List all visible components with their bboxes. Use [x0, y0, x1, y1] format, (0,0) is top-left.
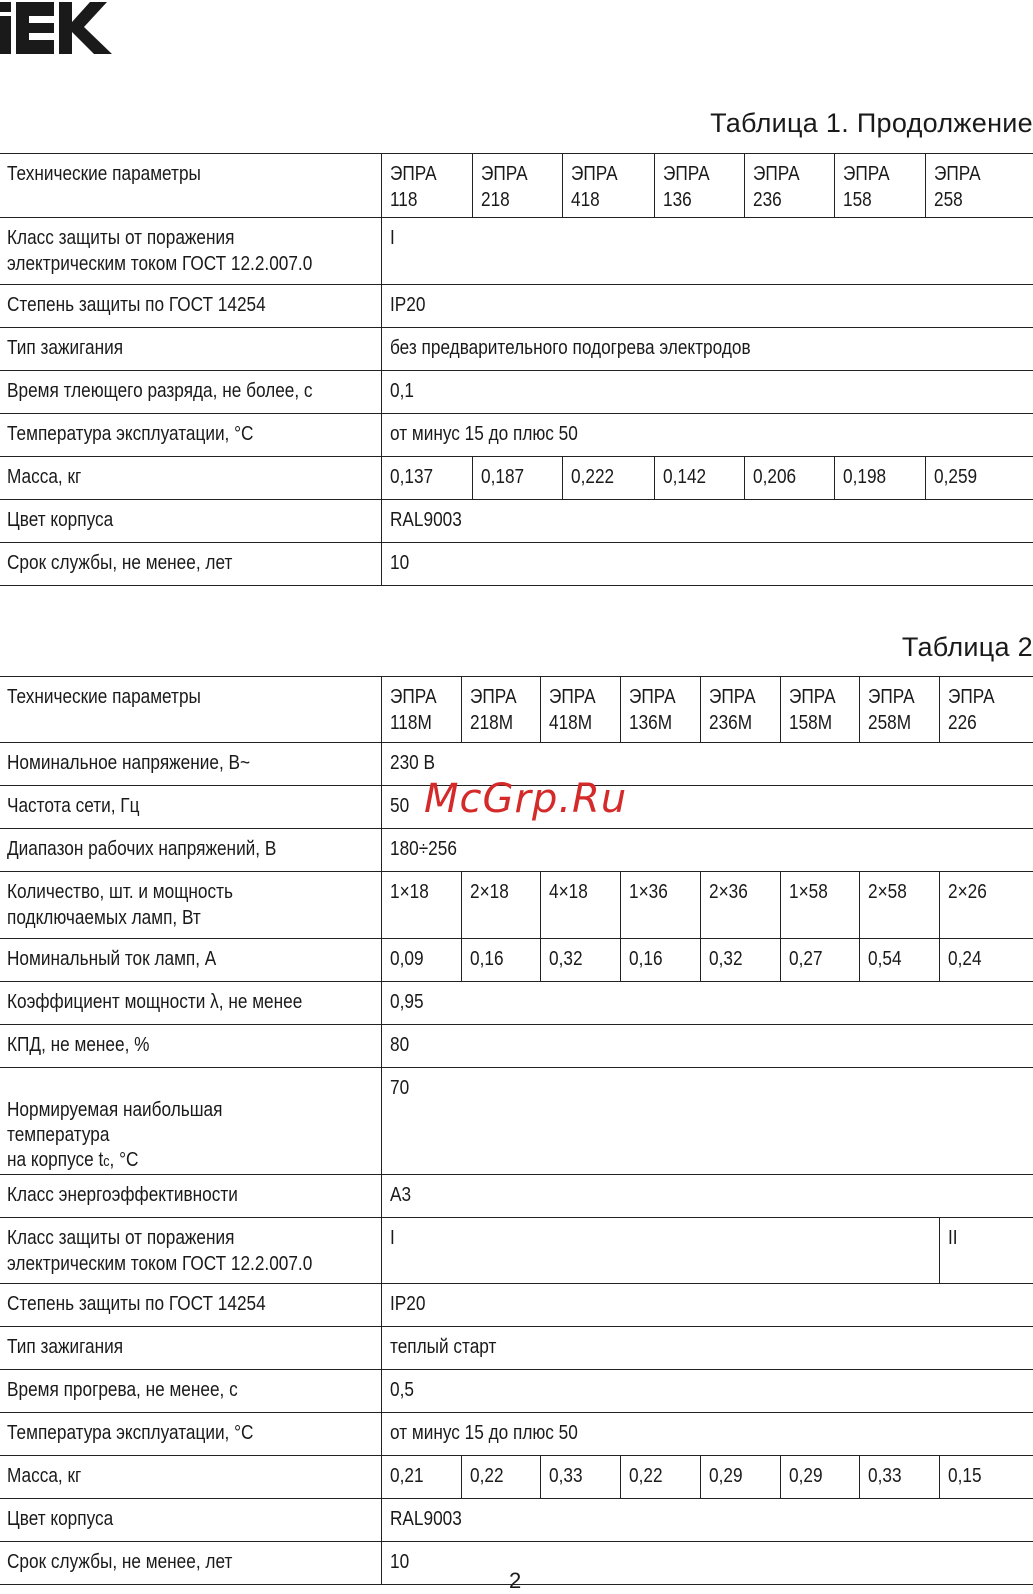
table1-header-row [0, 154, 1033, 218]
table-row [0, 1068, 1033, 1175]
row-label: Масса, кг [7, 1464, 82, 1487]
model-header: ЭПРА 418 [570, 162, 618, 211]
model-header: ЭПРА 118М [389, 685, 437, 734]
table2-header-row [0, 677, 1033, 743]
current-value: 0,16 [469, 947, 504, 970]
row-value: 70 [389, 1076, 409, 1099]
lamps-value: 2×18 [469, 880, 509, 903]
row-value: I [389, 226, 395, 249]
row-value: RAL9003 [389, 1507, 462, 1530]
row-value: I [389, 1226, 395, 1249]
mass-value: 0,22 [469, 1464, 504, 1487]
row-label: Температура эксплуатации, °С [7, 1421, 254, 1444]
page-number: 2 [509, 1568, 522, 1593]
model-header: ЭПРА 218 [480, 162, 528, 211]
mass-value: 0,187 [480, 465, 524, 488]
model-header: ЭПРА 218М [469, 685, 517, 734]
watermark: McGrp.Ru [424, 776, 628, 822]
row-value: 10 [389, 551, 409, 574]
tc-label-sub: c [103, 1153, 110, 1170]
row-value: 0,95 [389, 990, 424, 1013]
mass-value: 0,142 [662, 465, 706, 488]
table-row [0, 500, 1033, 543]
row-value-last: II [947, 1226, 958, 1249]
row-label: Время тлеющего разряда, не более, с [7, 379, 313, 402]
table-row [0, 1025, 1033, 1068]
mass-value: 0,22 [628, 1464, 663, 1487]
table2-caption: Таблица 2 [901, 632, 1033, 662]
table-row [0, 1499, 1033, 1542]
row-value: RAL9003 [389, 508, 462, 531]
row-label: Масса, кг [7, 465, 82, 488]
current-value: 0,32 [548, 947, 583, 970]
row-label: Тип зажигания [7, 1335, 124, 1358]
mass-value: 0,259 [933, 465, 977, 488]
model-header: ЭПРА 258М [867, 685, 915, 734]
row-value: IP20 [389, 1292, 425, 1315]
model-header: ЭПРА 136 [662, 162, 710, 211]
tc-label-line2: на корпусе t [7, 1148, 104, 1171]
model-header: ЭПРА 158М [788, 685, 836, 734]
row-label: Частота сети, Гц [7, 794, 140, 817]
lamps-value: 2×36 [708, 880, 748, 903]
header-param: Технические параметры [7, 685, 201, 708]
tc-label-unit: , °С [109, 1148, 139, 1171]
row-label: Класс защиты от поражения электрическим током ГОСТ 12.2.007.0 [7, 1226, 313, 1275]
model-header: ЭПРА 136М [628, 685, 676, 734]
lamps-value: 2×58 [867, 880, 907, 903]
row-value: от минус 15 до плюс 50 [389, 422, 578, 445]
row-value: от минус 15 до плюс 50 [389, 1421, 578, 1444]
row-label [7, 1097, 314, 1174]
row-label: Температура эксплуатации, °С [7, 422, 254, 445]
lamps-value: 1×18 [389, 880, 429, 903]
table-row [0, 543, 1033, 586]
header-param: Технические параметры [7, 162, 201, 185]
lamps-value: 1×36 [628, 880, 668, 903]
row-value: 0,1 [389, 379, 414, 402]
mass-value: 0,29 [708, 1464, 743, 1487]
row-value: 180÷256 [389, 837, 457, 860]
row-label: Срок службы, не менее, лет [7, 1550, 233, 1573]
row-value: 10 [389, 1550, 409, 1573]
model-header: ЭПРА 258 [933, 162, 981, 211]
table-row [0, 1175, 1033, 1218]
model-header: ЭПРА 236М [708, 685, 756, 734]
model-header: ЭПРА 236 [752, 162, 800, 211]
table-row [0, 457, 1033, 500]
table-row [0, 1218, 1033, 1284]
row-label: Номинальный ток ламп, А [7, 947, 217, 970]
table-row [0, 218, 1033, 285]
mass-value: 0,137 [389, 465, 433, 488]
iek-logo [0, 2, 115, 54]
current-value: 0,54 [867, 947, 902, 970]
row-label: Номинальное напряжение, В~ [7, 751, 251, 774]
mass-value: 0,206 [752, 465, 796, 488]
table-row [0, 285, 1033, 328]
current-value: 0,24 [947, 947, 982, 970]
mass-value: 0,21 [389, 1464, 424, 1487]
mass-value: 0,33 [548, 1464, 583, 1487]
tc-label-line1: Нормируемая наибольшая температура [7, 1098, 223, 1146]
row-label: Тип зажигания [7, 336, 124, 359]
model-header: ЭПРА 418М [548, 685, 596, 734]
model-header: ЭПРА 226 [947, 685, 995, 734]
table-row [0, 328, 1033, 371]
table1-caption: Таблица 1. Продолжение [710, 108, 1033, 138]
table-row [0, 982, 1033, 1025]
row-label: Степень защиты по ГОСТ 14254 [7, 1292, 266, 1315]
table1 [0, 153, 1033, 586]
row-label: Коэффициент мощности λ, не менее [7, 990, 303, 1013]
model-header: ЭПРА 158 [842, 162, 890, 211]
mass-value: 0,222 [570, 465, 614, 488]
row-label: Цвет корпуса [7, 508, 114, 531]
row-label: Срок службы, не менее, лет [7, 551, 233, 574]
row-label: КПД, не менее, % [7, 1033, 150, 1056]
table-row [0, 1284, 1033, 1327]
row-label: Диапазон рабочих напряжений, В [7, 837, 277, 860]
mass-value: 0,198 [842, 465, 886, 488]
row-value: IP20 [389, 293, 425, 316]
row-value: А3 [389, 1183, 411, 1206]
lamps-value: 4×18 [548, 880, 588, 903]
table-row [0, 1370, 1033, 1413]
row-label: Степень защиты по ГОСТ 14254 [7, 293, 266, 316]
mass-value: 0,33 [867, 1464, 902, 1487]
table-row [0, 1456, 1033, 1499]
lamps-value: 2×26 [947, 880, 987, 903]
row-value: без предварительного подогрева электродов [389, 336, 751, 359]
current-value: 0,09 [389, 947, 424, 970]
table-row [0, 1327, 1033, 1370]
current-value: 0,16 [628, 947, 663, 970]
mass-value: 0,29 [788, 1464, 823, 1487]
table-row [0, 371, 1033, 414]
row-label: Количество, шт. и мощность подключаемых ламп, Вт [7, 880, 233, 929]
table-row [0, 1413, 1033, 1456]
lamps-value: 1×58 [788, 880, 828, 903]
model-header: ЭПРА 118 [389, 162, 437, 211]
row-value: 0,5 [389, 1378, 414, 1401]
table-row [0, 414, 1033, 457]
table-row [0, 829, 1033, 872]
row-label: Класс защиты от поражения электрическим током ГОСТ 12.2.007.0 [7, 226, 313, 275]
table-row [0, 939, 1033, 982]
row-label: Класс энергоэффективности [7, 1183, 238, 1206]
row-value: 230 В [389, 751, 435, 774]
table-row [0, 872, 1033, 939]
row-value: теплый старт [389, 1335, 496, 1358]
current-value: 0,32 [708, 947, 743, 970]
row-value: 50 [389, 794, 409, 817]
mass-value: 0,15 [947, 1464, 982, 1487]
row-label: Время прогрева, не менее, с [7, 1378, 238, 1401]
row-label: Цвет корпуса [7, 1507, 114, 1530]
current-value: 0,27 [788, 947, 823, 970]
row-value: 80 [389, 1033, 409, 1056]
